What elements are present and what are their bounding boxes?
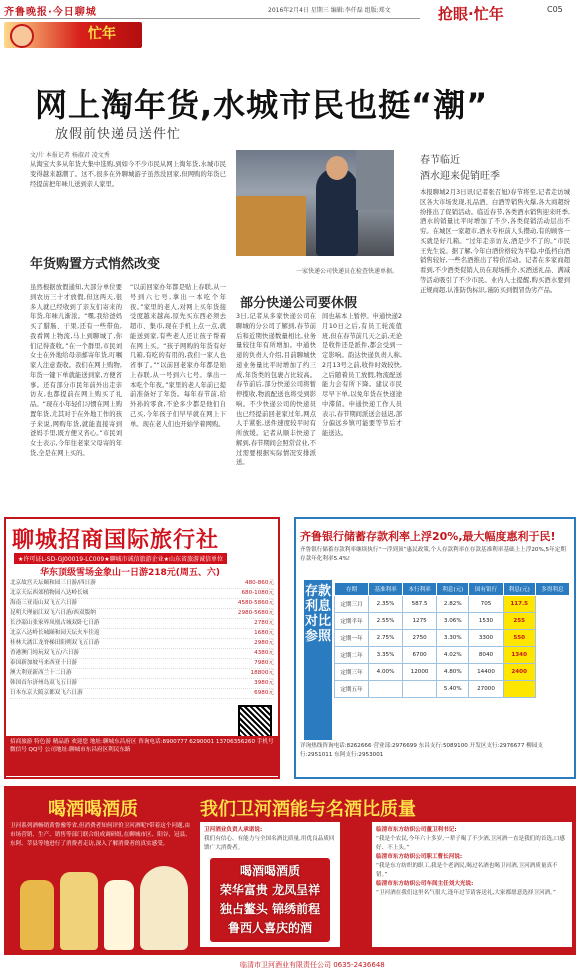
list-item: 日本东京大阪京都双飞六日游 6980元	[10, 689, 274, 699]
photo-caption: 一家快递公司快递员在检查快递单据。	[296, 268, 399, 275]
slogan-list	[210, 858, 330, 942]
quote-text: 我们有信心、有能力与全国名酒比质量,用优良品质回馈广大消费者。	[204, 835, 335, 851]
column-header: 存期	[335, 583, 369, 596]
ad-title: 聊城招商国际旅行社	[12, 527, 220, 553]
testimonial-box	[372, 822, 572, 947]
headline: 网上淘年货,水城市民也挺“潮”	[35, 86, 489, 124]
rate-table	[334, 582, 570, 698]
testimonial-head: 临清市东方纺织公司车间主任刘大光说:	[376, 880, 474, 887]
newspaper-brand: 齐鲁晚报·今日聊城	[4, 7, 97, 18]
sidebar-title: 春节临近 酒水迎来促销旺季	[420, 155, 500, 182]
date-bar: 2016年2月4日 星期三 编辑:李仟磊 组版:郑文	[268, 7, 391, 14]
testimonial-text: “我是东方纺织的职工,我是个老酒民,喝过名酒也喝卫河酒,卫河酒质量真不错。”	[376, 862, 558, 878]
table-header-row	[335, 583, 570, 596]
parcel-cart	[236, 196, 306, 256]
column-header: 基准利率	[369, 583, 403, 596]
courier-head	[326, 156, 348, 180]
liquor-bottle-icon	[20, 880, 54, 950]
news-photo	[236, 150, 394, 256]
list-item: 北京故宫天坛颐和园三日游/四日游 480-860元	[10, 579, 274, 589]
header-rule	[0, 18, 420, 19]
column-header: 国有银行	[469, 583, 503, 596]
testimonial-text: “我是个农民,今年六十多岁,一辈子喝了不少酒,卫河酒一直是我们的首选,口感好、不上头。”	[376, 835, 566, 851]
section-heading: 年货购置方式悄然改变	[30, 257, 161, 272]
list-item: 北京天坛西郊植物园八达岭长城 680-1080元	[10, 589, 274, 599]
list-item: 桂林大漓江龙脊梯田阳朔双飞五日游 2980元	[10, 639, 274, 649]
company-name: 临清市卫河酒业有限责任公司 0635-2436648	[240, 961, 385, 969]
ad-license: ★许可证L-SD-GJ00019-LC009★聊城市诚信旅游企业★山东省旅游诚信单位	[14, 553, 227, 564]
liquor-jar-icon	[140, 866, 188, 950]
tour-list	[10, 579, 274, 699]
column-header: 多得利息	[535, 583, 569, 596]
ad-contacts: 招商旅游 特色游 精品游 欢迎您 地址:聊城东昌府区 咨询电话:8900777 6290001 13706356260 手机号 微信号 QQ号 公司地址:聊城市东昌府区利民东路	[6, 736, 278, 776]
ad-promo: 华东顶级雪场金象山一日游218元(周五、六)	[40, 568, 221, 578]
ad-title: 喝酒喝酒质	[48, 799, 138, 820]
testimonial-head: 临清市东方纺织公司职工曹长河说:	[376, 853, 463, 860]
slogan: 荣华富贵 龙凤呈祥	[219, 883, 321, 897]
table-row: 定期五年 5.40% 27000	[335, 681, 570, 698]
list-item: 北京八达岭长城颐和园天坛火车往返 1680元	[10, 629, 274, 639]
slogan: 鲁西人喜庆的酒	[227, 921, 312, 935]
qr-code-icon	[238, 705, 272, 739]
column-header: 本行利率	[403, 583, 437, 596]
byline: 文/片 本报记者 杨淑君 凌文秀	[30, 152, 110, 159]
section-name: 抢眼·忙年	[438, 5, 504, 23]
ad-side-label: 存款利息对比参照	[304, 580, 332, 740]
list-item: 香港澳门纯玩双飞五/六日游 4380元	[10, 649, 274, 659]
building-wall	[356, 150, 394, 210]
article-column: 间也基本上暂停。申通快递2月10日之后,有员工轮流值班,但在春节前几天之前,无论是收件还是派件,都会受到一定影响。韵达快递负责人称,2月13号之前,收件时效较快,之后随着员工放假,物流配送能力会有所下降。建议市民尽早下单,以免年货在快递途中滞留。申通快递工作人员表示,春节期间派送会延迟,部分偏远乡镇可能要等节后才能送达。	[322, 313, 402, 437]
table-row: 定期一年 2.75% 2750 3.30% 3300 550	[335, 630, 570, 647]
ad-contacts: 详询热线咨询电话:8262666 营业部:2976699 东昌支行:5089100 开发区支行:2976677 柳园支行:2951011 东阿支行:2953001	[300, 743, 543, 758]
courier-figure	[316, 168, 358, 256]
banner-text: 忙年	[88, 26, 116, 42]
doll-icon	[10, 24, 34, 48]
column-header: 利息(元)	[437, 583, 469, 596]
testimonial-head: 临清市东方纺织公司董卫利书记:	[376, 827, 457, 833]
ad-title: 我们卫河酒能与名酒比质量	[200, 799, 416, 820]
page-number: C05	[547, 5, 563, 14]
ad-title: 齐鲁银行储蓄存款利率上浮20%,最大幅度惠利于民!	[300, 530, 556, 543]
subheadline: 放假前快递员送件忙	[55, 127, 182, 142]
lead-paragraph: 从淘宝大多从年货大集中选购,到如今不少市民从网上淘年货,水城市民变得越来越潮了。这不,很多在外聊城游子虽然没回家,但网购的年货已经提前把年味儿送到亲人家里。	[30, 161, 226, 188]
slogan: 喝酒喝酒质	[239, 864, 300, 878]
sidebar-article: 本报聊城2月3日讯(记者张召旭)春节将至,记者走访城区各大市场发现,礼品酒、白酒等销售火爆,各大商超纷纷推出了促销活动。临近春节,各类酒水销售迎来旺季,酒水的销量比平时增加了不少,各类促销活动层出不穷。在城区一家超市,酒水专柜前人头攒动,有的顾客一买就是好几箱。“过年走亲访友,酒是少不了的。”市民王先生说。据了解,今年白酒价格较为平稳,中低档白酒销售较好,一些名酒推出了特价活动。记者在多家商超看到,不少酒类促销人员在现场推介,买酒送礼品、满减等活动吸引了不少市民。业内人士提醒,购买酒水要到正规商超,认准防伪标识,谨防买到假冒伪劣产品。	[420, 189, 570, 294]
table-row: 定期三年 4.00% 12000 4.80% 14400 2400	[335, 664, 570, 681]
list-item: 泰国新加坡马来西亚十日游 7980元	[10, 659, 274, 669]
article-column: “以前回家办年都是贴上春联,从一号到六七号,拿出一本吃个年夜。”家里的老人,对网上买年货接受度越来越高,原先买东西必须去超市、集市,现在手机上点一点,就能送到家,有些老人还让孩子帮着在网上买。“孩子网购的年货有好几箱,有吃的有用的,我们一家人也省事了。”“以前回老家办年都是贴上春联,从一号到六七号。拿出一本吃个年夜。”家里的老人年前已提前准备好了年货。每年春节前,给外孙的零食,不论多少都是他们自己买,今年孩子们早早就在网上下单。现在老人们也开始学着网购。	[130, 284, 226, 428]
section-heading: 部分快递公司要休假	[240, 296, 358, 311]
column-header: 利息(元)	[503, 583, 535, 596]
quote-head: 卫河酒业负责人承诺说:	[204, 827, 263, 833]
article-column: 虽然根据放假通知,大部分单位要到农历三十才放假,但这两天,很多人就已经收到了亲友们寄来的年货,年味儿渐浓。“嘿,我给爸妈买了腊肠、干果,还有一些带鱼,我看网上物流,马上到聊城了,你们记得查收。”在一个群里,市民刘女士在外地给母亲邮寄年货,叮嘱家人注意查收。我们在网上购物,年货一键下单就能送到家,方便省事。还有部分市民年前外出走亲访友,也都提前在网上购买了礼品。“现在小年轻们习惯在网上购置年货,尤其对于在外地工作的孩子来说,网购年货,就能直接寄到爸妈手里,既方便又省心。”市民刘女士表示,今年往老家父母寄的年货,全是在网上买的。	[30, 284, 122, 457]
ad-intro: 齐鲁银行储蓄存款利率继续执行“一浮到顶”惠民政策,个人存款利率在存款基准利率基础上上浮20%,5年定期存款年化利率5.4%!	[300, 547, 566, 562]
list-item: 长沙韶山张家界凤凰古城双卧七日游 2780元	[10, 619, 274, 629]
liquor-bottle-icon	[104, 880, 134, 950]
table-row: 定期半年 2.55% 1275 3.06% 1530 255	[335, 613, 570, 630]
ad-body-text: 卫河系列酒畅销黄鲁豫等省,但消费者知何评价卫河酒呢?带着这个问题,由市场营销、生产、销售等部门联合组成调研组,在聊城市区、阳谷、冠县、东阿、莘县等地进行了消费者走访,深入了解消费者的真实感受。	[10, 823, 191, 847]
list-item: 韩国首尔济州岛双飞五日游 3980元	[10, 679, 274, 689]
table-row: 定期二年 3.35% 6700 4.02% 8040 1340	[335, 647, 570, 664]
list-item: 澳大利亚新西兰十二日游 18800元	[10, 669, 274, 679]
testimonial-text: “卫河酒在我们这里名气很大,逢年过节请客送礼,大家都愿意选择卫河酒。”	[376, 889, 556, 896]
liquor-bottle-icon	[60, 872, 98, 950]
slogan: 独占鳌头 锦绣前程	[219, 902, 321, 916]
list-item: 昆明大理丽江双飞六日游/西双版纳 2980-5680元	[10, 609, 274, 619]
table-row: 定期三月 2.35% 587.5 2.82% 705 117.5	[335, 596, 570, 613]
list-item: 海南三亚南山双飞五六日游 4580-5860元	[10, 599, 274, 609]
article-column: 3日,记者从多家快递公司在聊城的分公司了解到,春节前后和近期快递数量相比,业务量较往年有所增加。中通快递的负责人介绍,目前聊城快递业务量比平时增加了约三成,年货类的包裹占比较高。春节前后,部分快递公司将暂停揽收,物流配送也将受到影响。不少快递公司的快递员也已经提前回老家过年,网点人手紧张,送件速度较平时有所放缓。记者从顺丰快递了解到,春节期间会照常营业,不过需要根据实际情况安排派送。	[236, 313, 316, 467]
